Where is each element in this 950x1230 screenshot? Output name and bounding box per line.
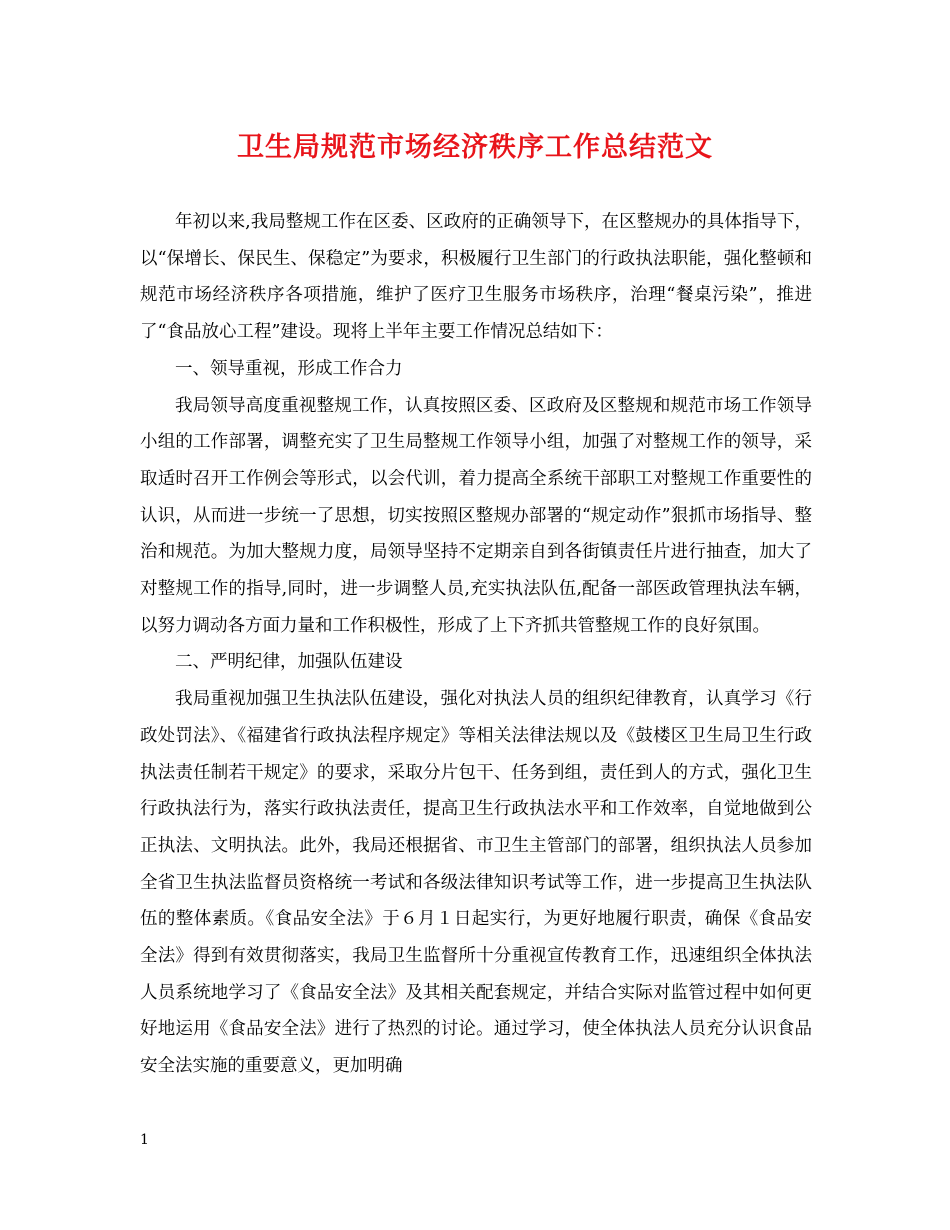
paragraph-intro: 年初以来,我局整规工作在区委、区政府的正确领导下，在区整规办的具体指导下，以“保增长、保民生、保稳定”为要求，积极履行卫生部门的行政执法职能，强化整顿和规范市场经济秩序各项措施，维护了医疗卫生服务市场秩序，治理“餐桌污染”，推进了“食品放心工程”建设。现将上半年主要工作情况总结如下： [140,212,812,343]
page-number: 1 [140,1132,149,1148]
section-heading-2: 二、严明纪律，加强队伍建设 [175,652,403,673]
document-body [140,204,812,1085]
paragraph-section-2: 我局重视加强卫生执法队伍建设，强化对执法人员的组织纪律教育，认真学习《行政处罚法》、《福建省行政执法程序规定》等相关法律法规以及《鼓楼区卫生局卫生行政执法责任制若干规定》的要求，采取分片包干、任务到组，责任到人的方式，强化卫生行政执法行为，落实行政执法责任，提高卫生行政执法水平和工作效率，自觉地做到公正执法、文明执法。此外，我局还根据省、市卫生主管部门的部署，组织执法人员参加全省卫生执法监督员资格统一考试和各级法律知识考试等工作，进一步提高卫生执法队伍的整体素质。《食品安全法》于６月１日起实行，为更好地履行职责，确保《食品安全法》得到有效贯彻落实，我局卫生监督所十分重视宣传教育工作，迅速组织全体执法人员系统地学习了《食品安全法》及其相关配套规定，并结合实际对监管过程中如何更好地运用《食品安全法》进行了热烈的讨论。通过学习，使全体执法人员充分认识食品安全法实施的重要意义，更加明确 [140,689,812,1077]
document-title: 卫生局规范市场经济秩序工作总结范文 [237,132,713,163]
section-heading-1: 一、领导重视，形成工作合力 [175,358,403,379]
paragraph-section-1: 我局领导高度重视整规工作，认真按照区委、区政府及区整规和规范市场工作领导小组的工作部署，调整充实了卫生局整规工作领导小组，加强了对整规工作的领导，采取适时召开工作例会等形式，以会代训，着力提高全系统干部职工对整规工作重要性的认识，从而进一步统一了思想，切实按照区整规办部署的“规定动作”狠抓市场指导、整治和规范。为加大整规力度，局领导坚持不定期亲自到各街镇责任片进行抽查，加大了对整规工作的指导,同时，进一步调整人员,充实执法队伍,配备一部医政管理执法车辆，以努力调动各方面力量和工作积极性，形成了上下齐抓共管整规工作的良好氛围。 [140,395,812,636]
